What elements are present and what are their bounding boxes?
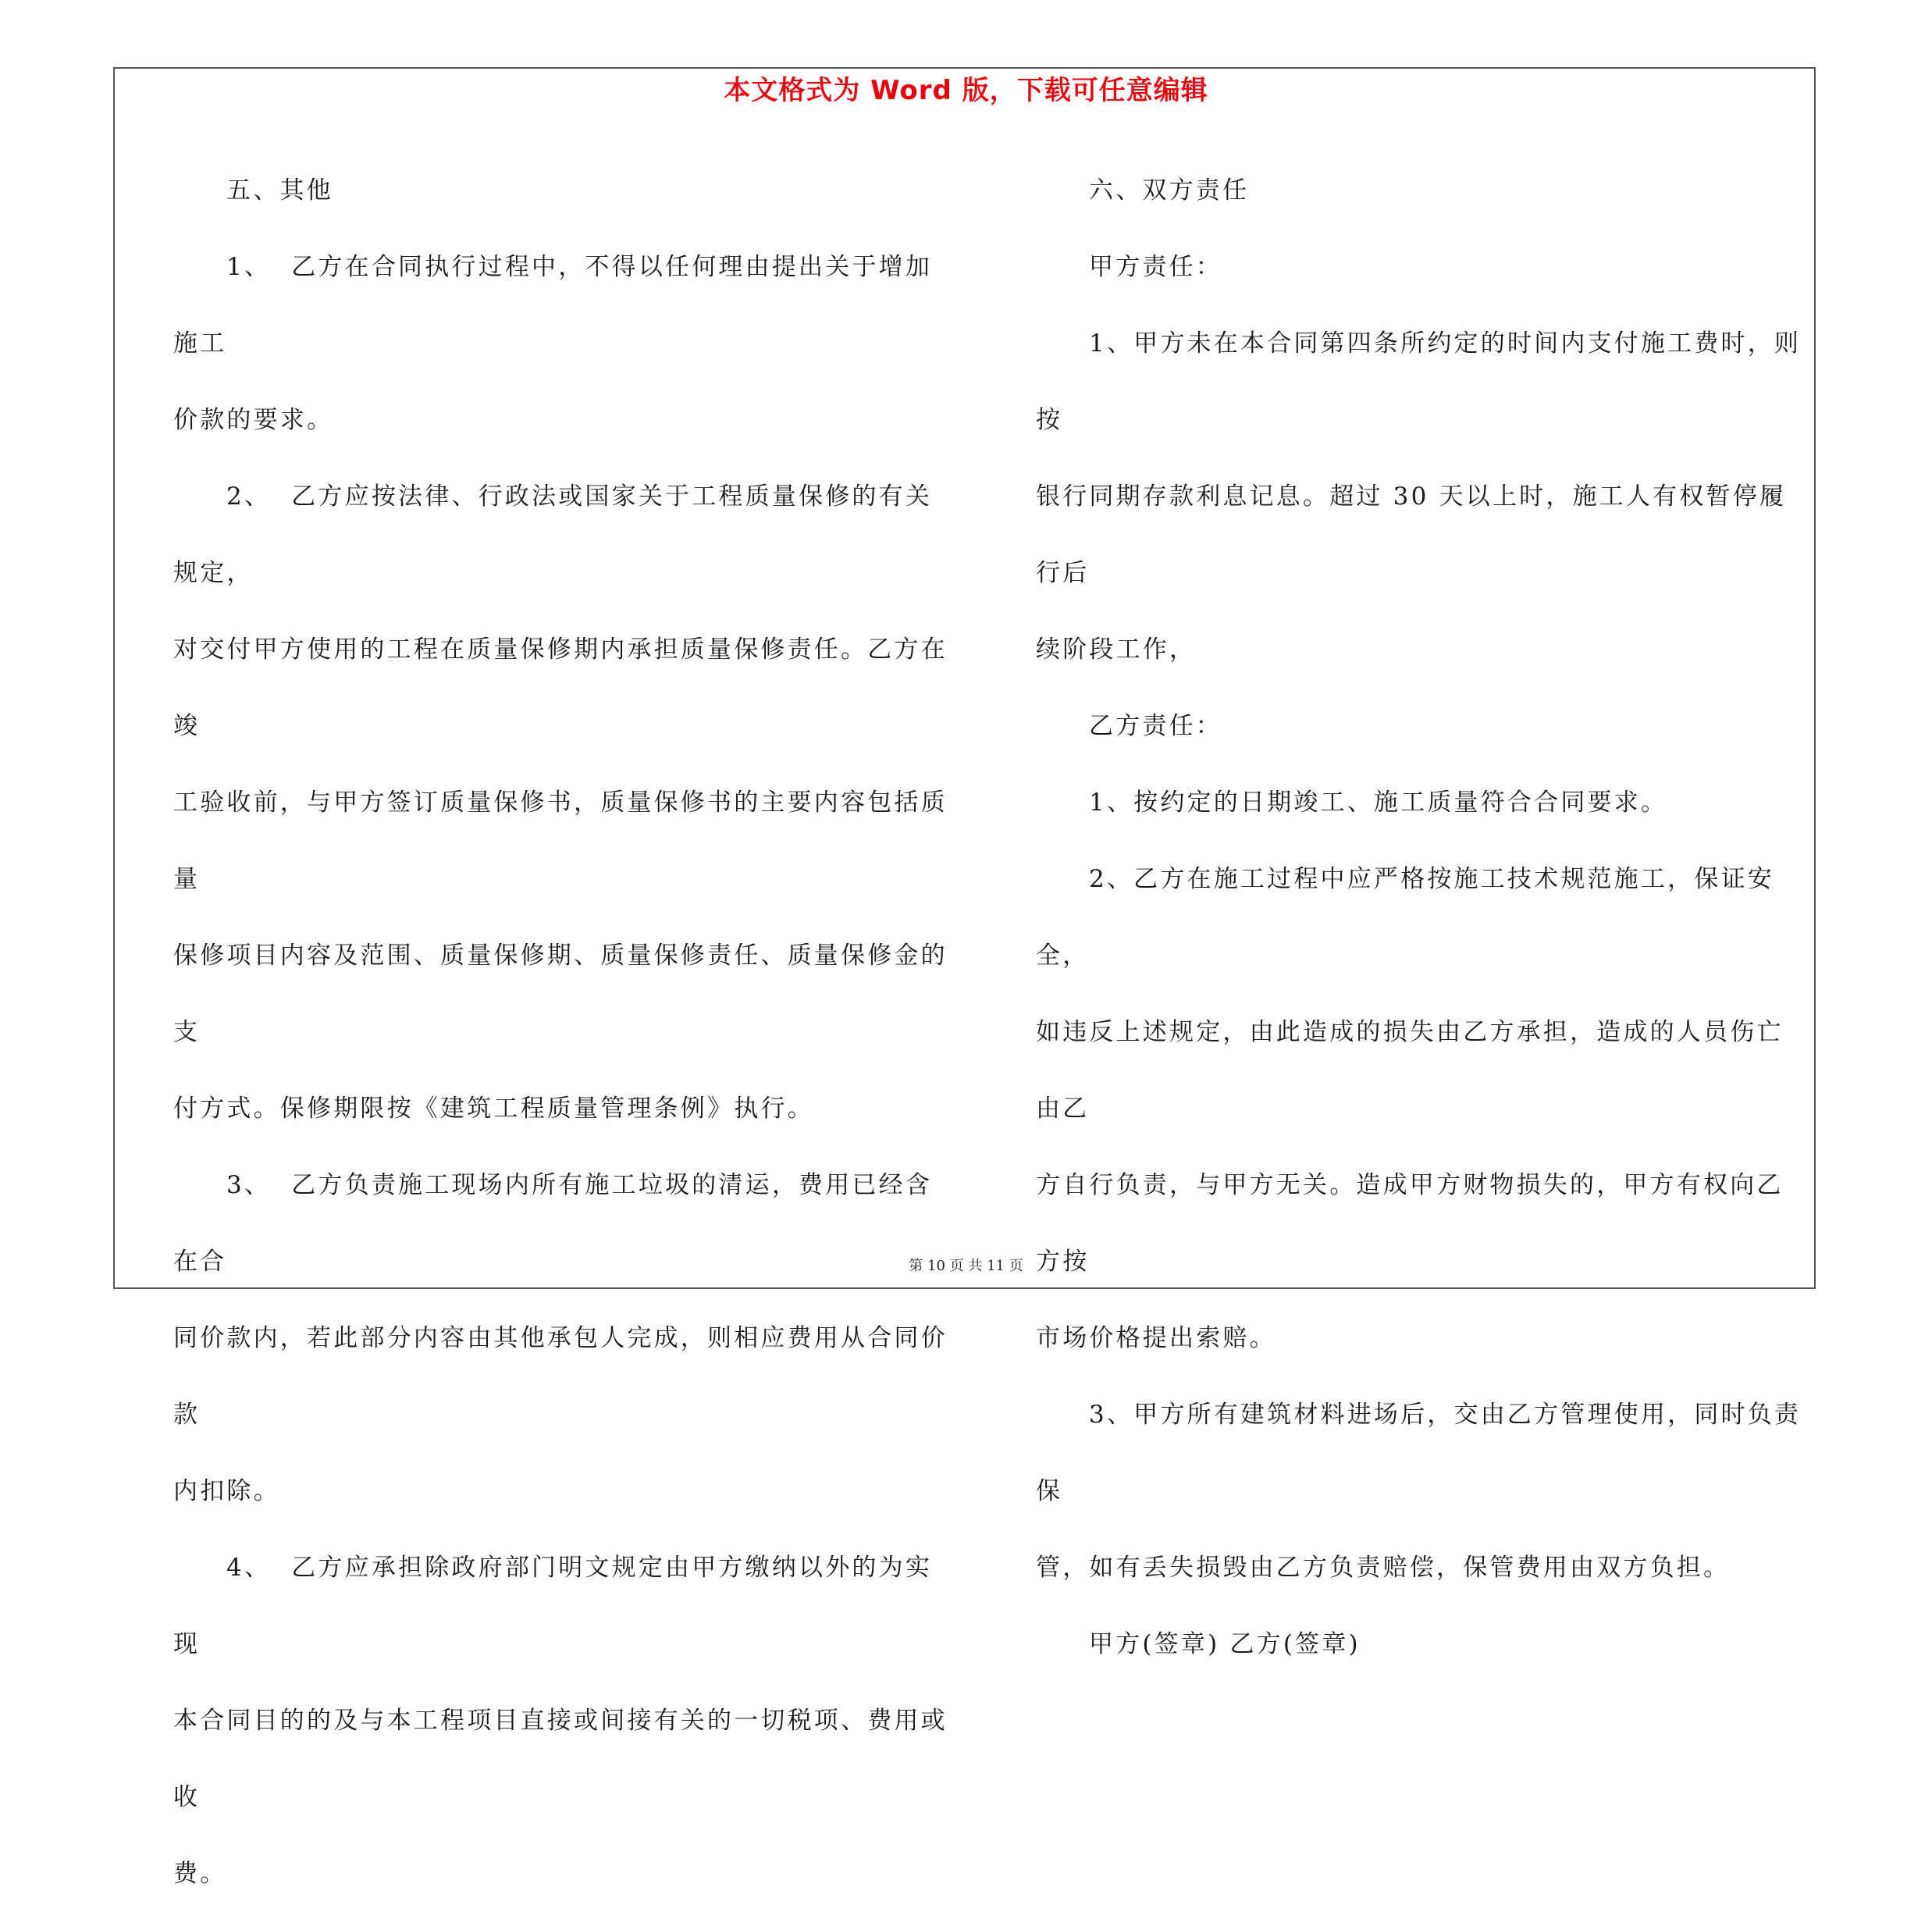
signature-line: 甲方(签章) 乙方(签章) — [1089, 1630, 1361, 1658]
clause-line: 费。 — [173, 1860, 227, 1888]
clause-line: 管，如有丢失损毁由乙方负责赔偿，保管费用由双方负担。 — [1036, 1554, 1731, 1582]
clause-line: 本合同目的的及与本工程项目直接或间接有关的一切税项、费用或收 — [173, 1707, 948, 1811]
clause-line: 付方式。保修期限按《建筑工程质量管理条例》执行。 — [173, 1095, 814, 1123]
party-a-heading: 甲方责任： — [1089, 253, 1222, 281]
page-number-footer: 第 10 页 共 11 页 — [909, 1258, 1023, 1274]
clause-line: 1、甲方未在本合同第四条所约定的时间内支付施工费时，则按 — [1036, 329, 1802, 434]
word-format-banner: 本文格式为 Word 版，下载可任意编辑 — [724, 75, 1208, 106]
party-b-heading: 乙方责任： — [1089, 712, 1222, 740]
left-column — [173, 152, 954, 1912]
section-heading-responsibilities: 六、双方责任 — [1089, 176, 1250, 205]
clause-line: 3、甲方所有建筑材料进场后，交由乙方管理使用，同时负责保 — [1036, 1401, 1802, 1505]
clause-line: 工验收前，与甲方签订质量保修书，质量保修书的主要内容包括质量 — [173, 789, 948, 893]
clause-line: 保修项目内容及范围、质量保修期、质量保修责任、质量保修金的支 — [173, 942, 948, 1046]
clause-line: 方自行负责，与甲方无关。造成甲方财物损失的，甲方有权向乙方按 — [1036, 1171, 1784, 1276]
clause-line: 市场价格提出索赔。 — [1036, 1324, 1276, 1352]
clause-line: 续阶段工作， — [1036, 636, 1197, 664]
clause-line: 1、按约定的日期竣工、施工质量符合合同要求。 — [1089, 789, 1668, 817]
clause-line: 2、 乙方应按法律、行政法或国家关于工程质量保修的有关规定， — [173, 482, 933, 587]
clause-line: 同价款内，若此部分内容由其他承包人完成，则相应费用从合同价款 — [173, 1324, 948, 1429]
right-column — [1036, 152, 1805, 1682]
clause-line: 1、 乙方在合同执行过程中，不得以任何理由提出关于增加施工 — [173, 253, 933, 358]
clause-line: 银行同期存款利息记息。超过 30 天以上时，施工人有权暂停履行后 — [1036, 482, 1787, 587]
clause-line: 4、 乙方应承担除政府部门明文规定由甲方缴纳以外的为实现 — [173, 1554, 933, 1658]
clause-line: 3、 乙方负责施工现场内所有施工垃圾的清运，费用已经含在合 — [173, 1171, 933, 1276]
clause-line: 如违反上述规定，由此造成的损失由乙方承担，造成的人员伤亡由乙 — [1036, 1018, 1784, 1123]
clause-line: 价款的要求。 — [173, 406, 334, 434]
clause-line: 2、乙方在施工过程中应严格按施工技术规范施工，保证安全， — [1036, 865, 1774, 970]
clause-line: 对交付甲方使用的工程在质量保修期内承担质量保修责任。乙方在竣 — [173, 636, 948, 740]
section-heading-other: 五、其他 — [226, 176, 333, 205]
clause-line: 内扣除。 — [173, 1477, 280, 1505]
